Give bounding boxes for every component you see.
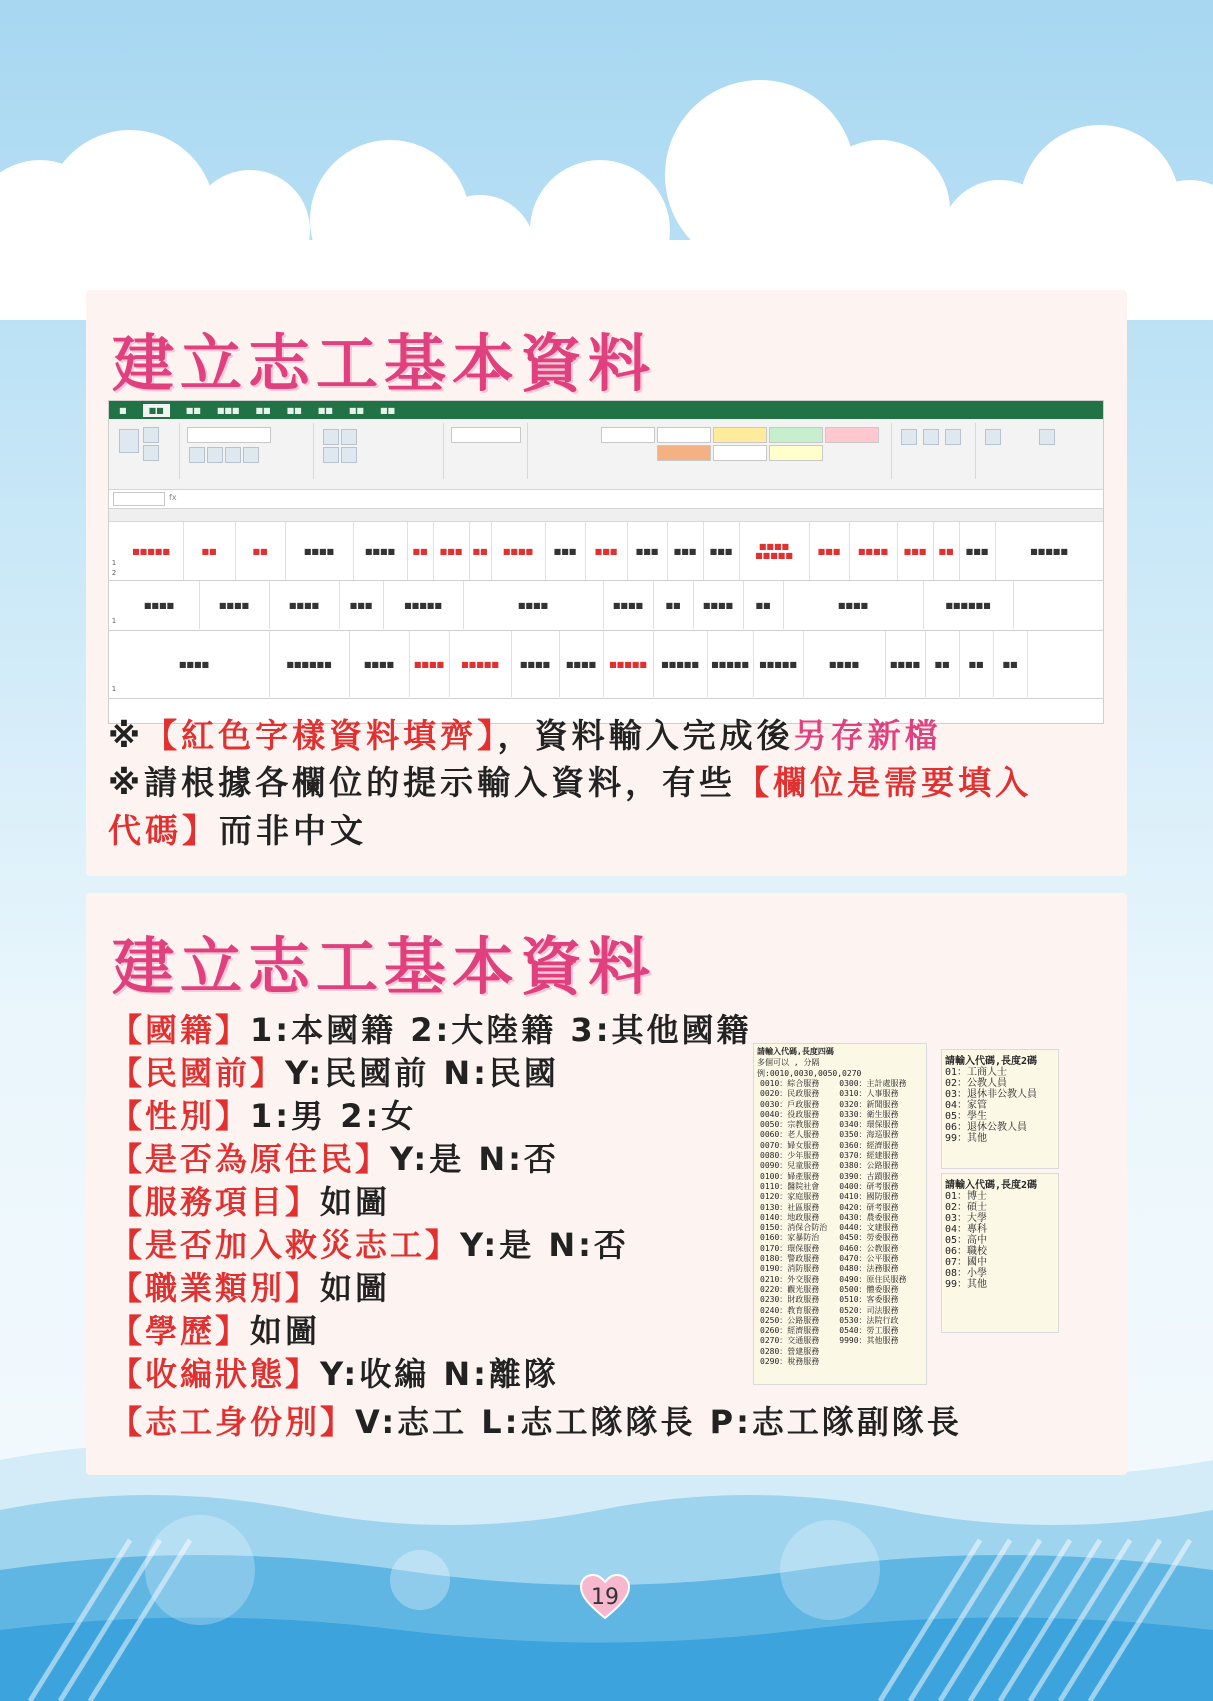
service-code-item: 0100：婦產服務	[760, 1171, 820, 1181]
field-service-item: 【服務項目】如圖	[110, 1183, 391, 1221]
service-code-item: 0010：綜合服務	[760, 1079, 820, 1088]
service-code-item: 0270：交通服務	[760, 1336, 820, 1346]
service-code-item: 0330：衛生服務	[839, 1109, 899, 1119]
service-code-item: 0420：研考服務	[839, 1202, 899, 1212]
service-code-item: 0210：外交服務	[760, 1274, 820, 1284]
formula-bar	[109, 490, 1103, 509]
service-code-item: 0390：古蹟服務	[839, 1171, 899, 1181]
service-code-item: 0110：醫院社會	[760, 1181, 820, 1191]
spreadsheet-grid: ■■■■■ ■■ ■■ ■■■■ ■■■■ ■■ ■■■ ■■ ■■■■ ■■■ ■■■ ■■■ ■■■ ■■■ ■■■■ ■■■■■ ■■■ ■■■■ ■■■ ■■ ■■■ ■■■■■ 1 2 ■■■■ ■■■■ ■■■■ ■■■ ■■■■■ ■■■■ ■■■■ ■■ ■■■■ ■■ ■■■■ ■■■■■■ 1 ■■■■ ■■■■■■ ■■■■ ■■■■ ■■■■■ ■■■■ ■■■■ ■■■■■ ■■■■■ ■■■■■ ■■■■■ ■■■■ ■■■■ ■■ ■■ ■■ 1	[109, 509, 1103, 723]
service-code-item: 0250：公路服務	[760, 1315, 820, 1325]
section-panel-2	[86, 893, 1127, 1475]
note-line-1: ※【紅色字樣資料填齊】，資料輸入完成後另存新檔	[108, 716, 942, 755]
service-code-item: 0230：財政服務	[760, 1295, 820, 1305]
education-code-list	[942, 1191, 1058, 1290]
note-line-3: 代碼】而非中文	[108, 811, 367, 850]
service-code-item: 0220：觀光服務	[760, 1284, 820, 1294]
field-occupation: 【職業類別】如圖	[110, 1269, 391, 1307]
occupation-code-table: 請輸入代碼,長度2碼 01：工商人士 02：公教人員 03：退休非公教人員 04：家管 05：學生 06：退休公教人員 99：其他	[941, 1049, 1059, 1169]
service-code-item: 0190：消防服務	[760, 1264, 820, 1274]
field-pre-roc: 【民國前】Y:民國前 N:民國	[110, 1054, 559, 1092]
service-code-item: 0130：社區服務	[760, 1202, 820, 1212]
service-code-item: 0340：環保服務	[839, 1120, 899, 1130]
field-volunteer-role: 【志工身份別】V:志工 L:志工隊隊長 P:志工隊副隊長	[110, 1403, 962, 1441]
occupation-code-item: 02：公教人員	[945, 1078, 1008, 1089]
service-code-item: 0450：勞委服務	[839, 1233, 899, 1243]
section-panel-1	[86, 290, 1127, 876]
education-code-item: 99：其他	[945, 1279, 988, 1290]
occupation-code-item: 04：家管	[945, 1100, 988, 1111]
service-code-item: 0040：役政服務	[760, 1109, 820, 1119]
service-code-item: 0180：警政服務	[760, 1254, 820, 1264]
section-title: 建立志工基本資料	[112, 930, 657, 1003]
service-code-item: 0170：環保服務	[760, 1243, 820, 1253]
service-code-list-left	[757, 1079, 830, 1367]
service-code-item: 9990：其他服務	[839, 1336, 899, 1346]
service-code-item: 0410：國防服務	[839, 1192, 899, 1202]
education-code-item: 04：專科	[945, 1224, 988, 1235]
service-code-item: 0540：勞工服務	[839, 1326, 899, 1336]
education-code-table: 請輸入代碼,長度2碼 01：博士 02：碩士 03：大學 04：專科 05：高中 06：職校 07：國中 08：小學 99：其他	[941, 1173, 1059, 1333]
page-number: 19	[591, 1584, 619, 1610]
occupation-code-list	[942, 1067, 1058, 1144]
service-code-item: 0140：地政服務	[760, 1212, 820, 1222]
education-code-item: 01：博士	[945, 1191, 988, 1202]
cloud-background	[0, 0, 1213, 320]
page-number-badge	[580, 1574, 630, 1620]
service-code-item: 0360：經濟服務	[839, 1140, 899, 1150]
education-code-item: 05：高中	[945, 1235, 988, 1246]
service-code-item: 0280：營建服務	[760, 1346, 820, 1356]
field-disaster-volunteer: 【是否加入救災志工】Y:是 N:否	[110, 1226, 629, 1264]
occupation-code-item: 99：其他	[945, 1133, 988, 1144]
service-code-item: 0160：家暴防治	[760, 1233, 820, 1243]
field-nationality: 【國籍】1:本國籍 2:大陸籍 3:其他國籍	[110, 1011, 752, 1049]
service-code-item: 0020：民政服務	[760, 1089, 820, 1099]
service-code-item: 0400：研考服務	[839, 1181, 899, 1191]
service-code-item: 0320：新聞服務	[839, 1099, 899, 1109]
service-code-item: 0460：公教服務	[839, 1243, 899, 1253]
service-code-item: 0050：宗教服務	[760, 1120, 820, 1130]
service-code-item: 0070：婦女服務	[760, 1140, 820, 1150]
service-code-item: 0520：司法服務	[839, 1305, 899, 1315]
ribbon-tabs: ■ ■■ ■■ ■■■ ■■ ■■ ■■ ■■ ■■	[109, 401, 1103, 419]
service-code-item: 0090：兒童服務	[760, 1161, 820, 1171]
education-code-item: 07：國中	[945, 1257, 988, 1268]
section-title: 建立志工基本資料	[112, 327, 657, 400]
service-code-list-right	[836, 1079, 909, 1367]
service-code-item: 0490：原住民服務	[839, 1274, 907, 1284]
service-code-item: 0150：消保合防治	[760, 1223, 828, 1233]
occupation-code-item: 01：工商人士	[945, 1067, 1008, 1078]
service-code-item: 0080：少年服務	[760, 1151, 820, 1161]
occupation-code-item: 05：學生	[945, 1111, 988, 1122]
occupation-code-item: 03：退休非公教人員	[945, 1089, 1038, 1100]
education-code-item: 08：小學	[945, 1268, 988, 1279]
education-code-item: 03：大學	[945, 1213, 988, 1224]
service-code-item: 0290：稅務服務	[760, 1357, 820, 1367]
field-enrollment-status: 【收編狀態】Y:收編 N:離隊	[110, 1355, 559, 1393]
note-line-2: ※請根據各欄位的提示輸入資料，有些【欄位是需要填入	[108, 763, 1033, 802]
service-code-item: 0500：體委服務	[839, 1284, 899, 1294]
service-code-item: 0300：主計處服務	[839, 1079, 907, 1088]
service-code-table: 請輸入代碼,長度四碼 多個可以 , 分隔 例:0010,0030,0050,0270 0010：綜合服務 0020：民政服務 0030：戶政服務 0040：役政服務 0050：宗教服務 0060：老人服務 0070：婦女服務 0080：少年服務 0090：兒童服務 0100：婦產服務 0110：醫院社會 0120：家庭服務 0130：社區服務 0140：地政服務 0150：消保合防治 0160：家暴防治 0170：環保服務 0180：警政服務 0190：消防服務 0210：外交服務 0220：觀光服務 0230：財政服務 0240：教育服務 0250：公路服務 0260：經濟服務 0270：交通服務 0280：營建服務 0290：稅務服務 0300：主計處服務 0310：人事服務 0320：新聞服務 0330：衛生服務 0340：環保服務 0350：海巡服務 0360：經濟服務 0370：經建服務 0380：公路服務 0390：古蹟服務 0400：研考服務 0410：國防服務 0420：研考服務 0430：農委服務 0440：文建服務 0450：勞委服務 0460：公教服務 0470：公平服務 0480：法務服務 0490：原住民服務 0500：體委服務 0510：客委服務 0520：司法服務 0530：法院行政 0540：勞工服務 9990：其他服務	[753, 1043, 927, 1385]
service-code-item: 0030：戶政服務	[760, 1099, 820, 1109]
service-code-item: 0480：法務服務	[839, 1264, 899, 1274]
service-code-item: 0240：教育服務	[760, 1305, 820, 1315]
ribbon-toolbar	[109, 419, 1103, 490]
service-code-item: 0510：客委服務	[839, 1295, 899, 1305]
service-code-item: 0120：家庭服務	[760, 1192, 820, 1202]
service-code-item: 0380：公路服務	[839, 1161, 899, 1171]
name-box	[113, 492, 165, 506]
field-education: 【學歷】如圖	[110, 1312, 321, 1350]
service-code-item: 0370：經建服務	[839, 1151, 899, 1161]
service-code-item: 0060：老人服務	[760, 1130, 820, 1140]
service-code-item: 0440：文建服務	[839, 1223, 899, 1233]
service-code-item: 0350：海巡服務	[839, 1130, 899, 1140]
service-code-item: 0430：農委服務	[839, 1212, 899, 1222]
field-gender: 【性別】1:男 2:女	[110, 1097, 417, 1135]
fx-icon: fx	[169, 493, 177, 502]
field-aboriginal: 【是否為原住民】Y:是 N:否	[110, 1140, 559, 1178]
service-code-item: 0310：人事服務	[839, 1089, 899, 1099]
education-code-item: 02：碩士	[945, 1202, 988, 1213]
excel-screenshot	[108, 400, 1104, 724]
education-code-item: 06：職校	[945, 1246, 988, 1257]
service-code-item: 0470：公平服務	[839, 1254, 899, 1264]
service-code-item: 0260：經濟服務	[760, 1326, 820, 1336]
occupation-code-item: 06：退休公教人員	[945, 1122, 1028, 1133]
service-code-item: 0530：法院行政	[839, 1315, 899, 1325]
